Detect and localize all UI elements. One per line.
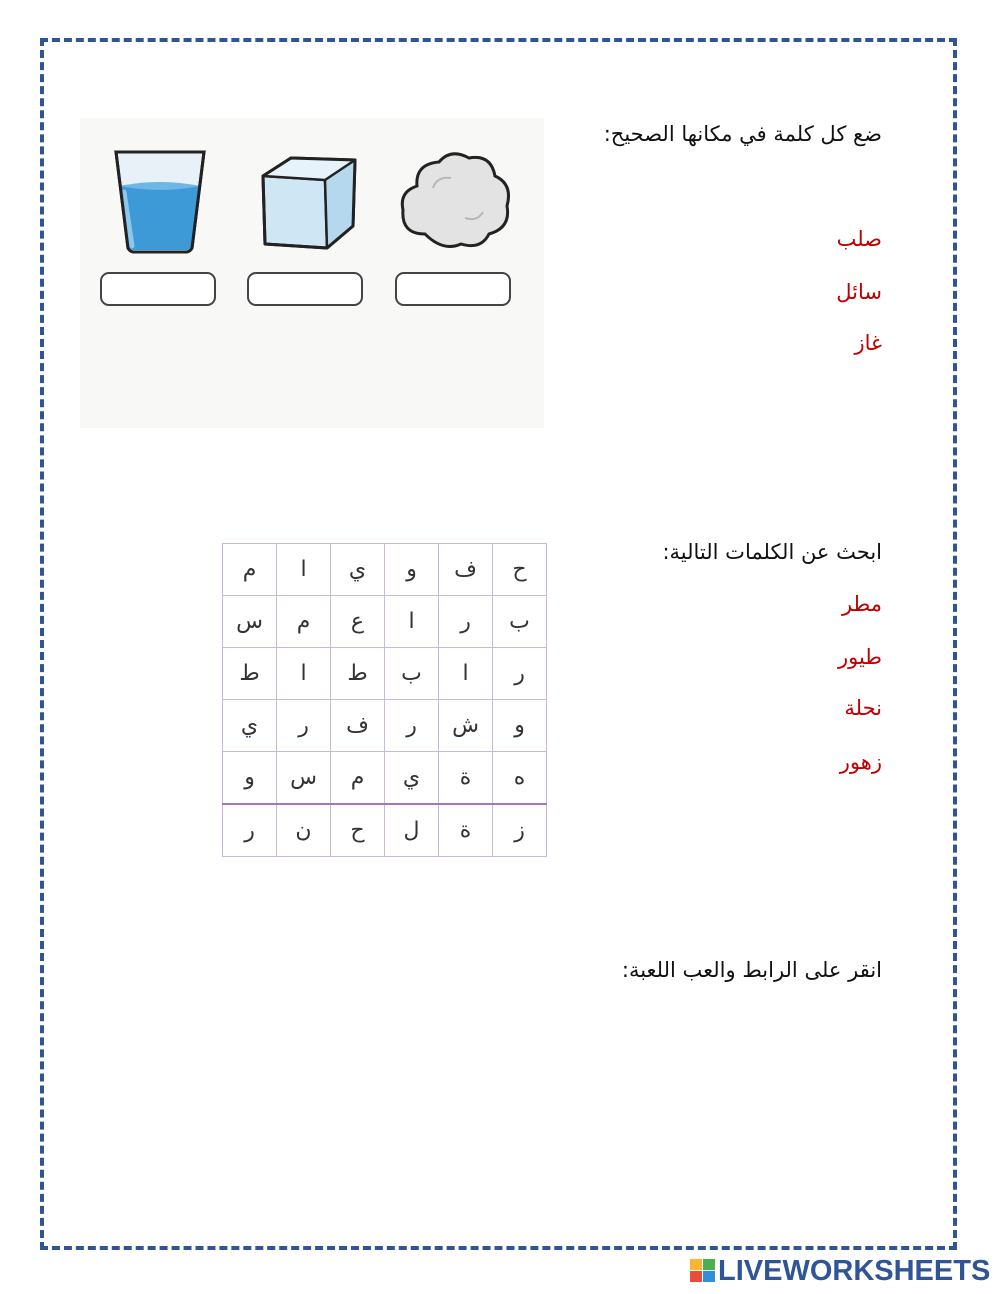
grid-cell[interactable]: ح xyxy=(493,544,547,596)
grid-row xyxy=(223,804,547,857)
solid-item xyxy=(247,148,367,308)
search-word-bee: نحلة xyxy=(844,696,882,720)
grid-cell[interactable]: ر xyxy=(277,700,331,752)
grid-cell[interactable]: ط xyxy=(223,648,277,700)
grid-cell[interactable]: ر xyxy=(223,804,277,857)
grid-cell[interactable]: ه xyxy=(493,752,547,805)
search-word-birds: طيور xyxy=(837,645,882,669)
grid-cell[interactable]: س xyxy=(277,752,331,805)
grid-cell[interactable]: ي xyxy=(223,700,277,752)
grid-cell[interactable]: ن xyxy=(277,804,331,857)
instruction-find-words: ابحث عن الكلمات التالية: xyxy=(662,540,882,564)
grid-cell[interactable]: ا xyxy=(439,648,493,700)
grid-cell[interactable]: ز xyxy=(493,804,547,857)
grid-cell[interactable]: س xyxy=(223,596,277,648)
liveworksheets-logo[interactable] xyxy=(690,1256,990,1286)
word-option-gas[interactable]: غاز xyxy=(854,331,882,355)
search-word-rain: مطر xyxy=(841,592,882,616)
ice-cube-icon xyxy=(247,148,367,258)
grid-cell[interactable]: ة xyxy=(439,752,493,805)
water-glass-icon xyxy=(100,148,220,258)
grid-cell[interactable]: ا xyxy=(277,648,331,700)
grid-row xyxy=(223,596,547,648)
word-search-grid xyxy=(222,543,547,857)
search-word-flowers: زهور xyxy=(839,750,882,774)
answer-box-liquid[interactable] xyxy=(100,272,216,306)
grid-row xyxy=(223,752,547,805)
cloud-icon xyxy=(395,148,515,258)
grid-row xyxy=(223,648,547,700)
liquid-item xyxy=(100,148,220,308)
grid-cell[interactable]: ف xyxy=(331,700,385,752)
word-option-solid[interactable]: صلب xyxy=(836,227,882,251)
instruction-play-game: انقر على الرابط والعب اللعبة: xyxy=(621,958,882,982)
grid-cell[interactable]: ب xyxy=(493,596,547,648)
grid-cell[interactable]: ر xyxy=(385,700,439,752)
logo-blocks-icon xyxy=(690,1259,716,1283)
grid-cell[interactable]: ر xyxy=(493,648,547,700)
grid-cell[interactable]: ع xyxy=(331,596,385,648)
grid-cell[interactable]: ب xyxy=(385,648,439,700)
answer-box-gas[interactable] xyxy=(395,272,511,306)
grid-cell[interactable]: ا xyxy=(277,544,331,596)
grid-cell[interactable]: ي xyxy=(385,752,439,805)
grid-cell[interactable]: ا xyxy=(385,596,439,648)
grid-cell[interactable]: ي xyxy=(331,544,385,596)
grid-cell[interactable]: ش xyxy=(439,700,493,752)
instruction-place-words: ضع كل كلمة في مكانها الصحيح: xyxy=(603,122,882,146)
grid-cell[interactable]: ح xyxy=(331,804,385,857)
grid-row xyxy=(223,544,547,596)
grid-cell[interactable]: ف xyxy=(439,544,493,596)
grid-row xyxy=(223,700,547,752)
grid-cell[interactable]: ر xyxy=(439,596,493,648)
grid-cell[interactable]: م xyxy=(331,752,385,805)
word-option-liquid[interactable]: سائل xyxy=(836,280,882,304)
gas-item xyxy=(395,148,515,308)
brand-name: LIVEWORKSHEETS xyxy=(718,1254,991,1287)
grid-cell[interactable]: ل xyxy=(385,804,439,857)
grid-cell[interactable]: و xyxy=(223,752,277,805)
grid-cell[interactable]: و xyxy=(493,700,547,752)
grid-cell[interactable]: و xyxy=(385,544,439,596)
grid-cell[interactable]: م xyxy=(223,544,277,596)
grid-cell[interactable]: ة xyxy=(439,804,493,857)
answer-box-solid[interactable] xyxy=(247,272,363,306)
grid-cell[interactable]: ط xyxy=(331,648,385,700)
states-of-matter-image xyxy=(80,118,544,428)
grid-cell[interactable]: م xyxy=(277,596,331,648)
